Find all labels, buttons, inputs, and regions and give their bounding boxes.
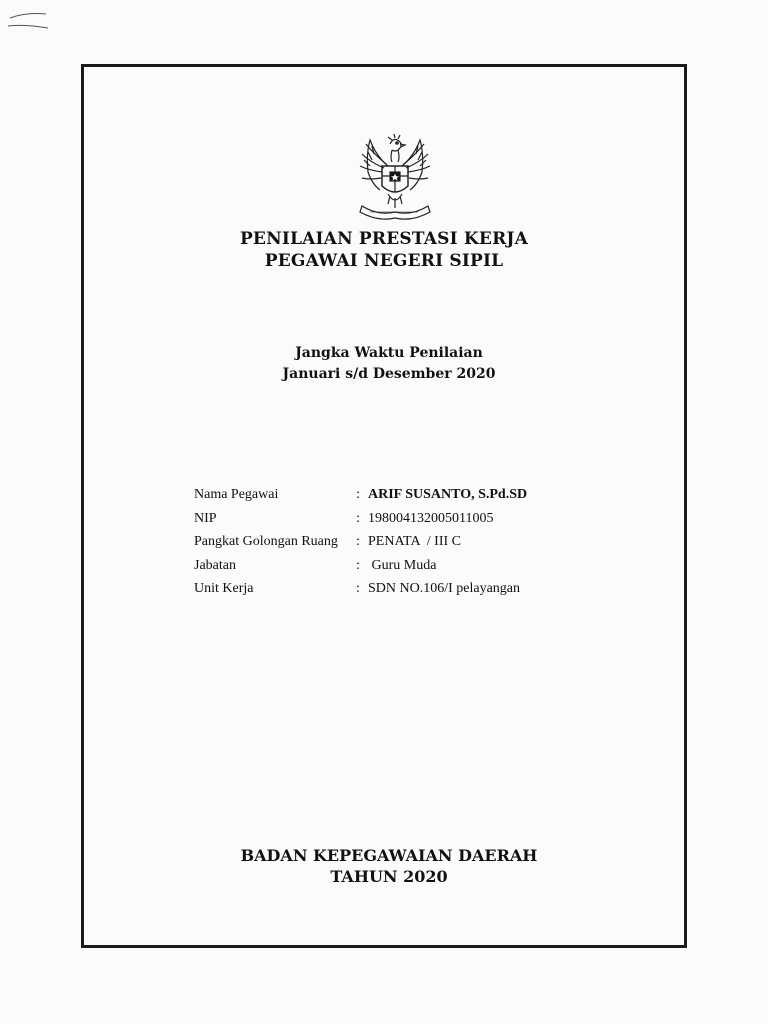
field-label: Jabatan — [194, 557, 236, 573]
employee-name-value: ARIF SUSANTO, S.Pd.SD — [368, 487, 528, 502]
assessment-period-label: Jangka Waktu Penilaian — [295, 345, 483, 361]
field-colon: : — [356, 487, 360, 502]
document-title-line1: PENILAIAN PRESTASI KERJA — [239, 229, 529, 249]
document-year: TAHUN 2020 — [330, 867, 448, 886]
pen-mark-icon — [6, 8, 50, 36]
field-label: Unit Kerja — [194, 581, 254, 596]
document-title-line2: PEGAWAI NEGERI SIPIL — [264, 251, 504, 271]
assessment-period-value: Januari s/d Desember 2020 — [282, 366, 496, 382]
field-colon: : — [356, 581, 360, 596]
field-colon: : — [356, 534, 360, 549]
field-label: NIP — [194, 510, 217, 526]
field-label: Nama Pegawai — [194, 487, 279, 502]
field-label: Pangkat Golongan Ruang — [194, 534, 338, 549]
agency-name: BADAN KEPEGAWAIAN DAERAH — [240, 846, 538, 865]
employee-position-value: Guru Muda — [368, 557, 437, 573]
employee-unit-value: SDN NO.106/I pelayangan — [368, 581, 521, 596]
garuda-emblem-icon — [348, 132, 442, 224]
field-colon: : — [356, 557, 360, 573]
employee-rank-value: PENATA / III C — [368, 534, 461, 549]
employee-nip-value: 198004132005011005 — [368, 510, 494, 526]
field-colon: : — [356, 510, 360, 526]
